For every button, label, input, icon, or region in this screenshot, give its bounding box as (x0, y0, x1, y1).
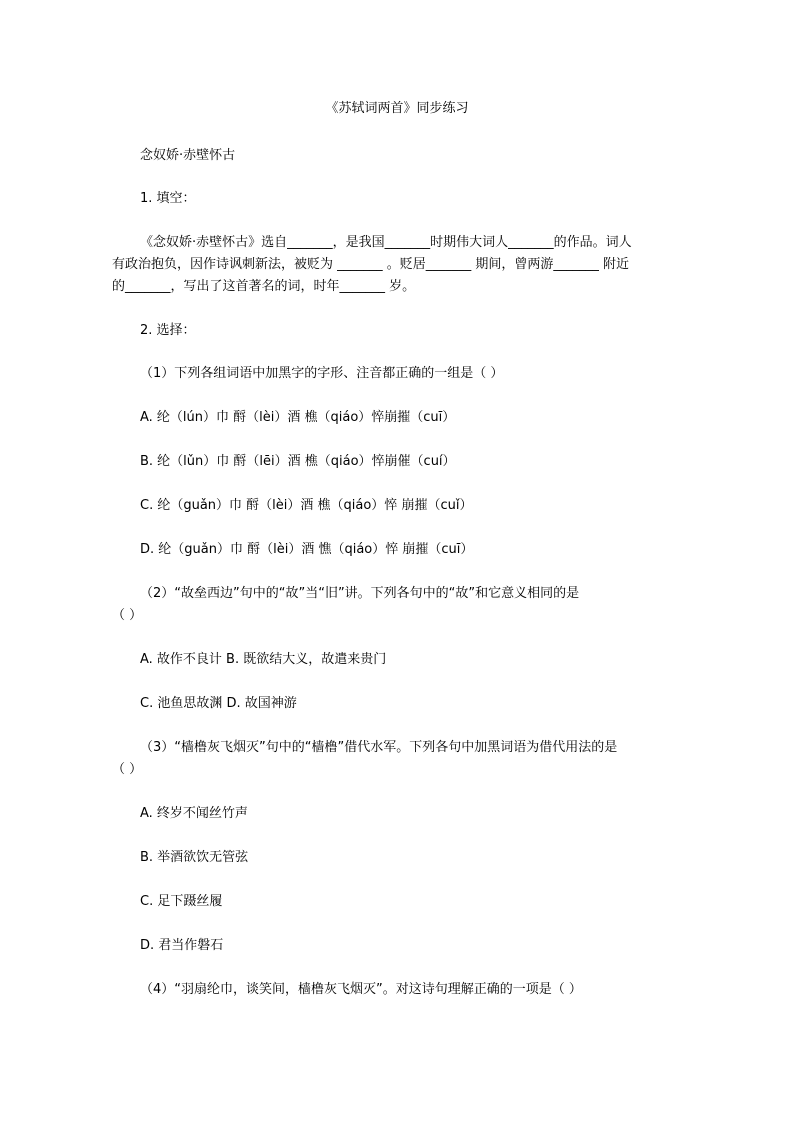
q2-4-stem: （4）“羽扇纶巾，谈笑间，樯橹灰飞烟灭”。对这诗句理解正确的一项是（ ） (140, 982, 582, 997)
q2-3-option-a: A. 终岁不闻丝竹声 (140, 806, 248, 821)
q2-1-option-c: C. 纶（guǎn）巾 酹（lèi）酒 樵（qiáo）悴 崩摧（cuǐ） (140, 498, 473, 513)
q2-2-options-ab: A. 故作不良计 B. 既欲结大义，故遣来贵门 (140, 652, 387, 667)
q2-1-option-a: A. 纶（lún）巾 酹（lèi）酒 樵（qiáo）悴崩摧（cuī） (140, 410, 456, 425)
poem-subtitle: 念奴娇·赤壁怀古 (140, 148, 236, 163)
q2-1-option-d: D. 纶（guǎn）巾 酹（lèi）酒 憔（qiáo）悴 崩摧（cuī） (140, 542, 474, 557)
q1-line-2: 有政治抱负，因作诗讽刺新法，被贬为 _______ 。贬居_______ 期间，曾两游_______ 附近 (112, 257, 630, 272)
q2-heading: 2. 选择： (140, 323, 196, 338)
q2-2-stem-paren: （ ） (112, 608, 143, 623)
q2-1-option-b: B. 纶（lǔn）巾 酹（lēi）酒 樵（qiáo）悴崩催（cuí） (140, 454, 456, 469)
q2-3-stem: （3）“樯橹灰飞烟灭”句中的“樯橹”借代水军。下列各句中加黑词语为借代用法的是 (140, 740, 618, 755)
q2-3-option-c: C. 足下蹑丝履 (140, 894, 223, 909)
q1-line-1: 《念奴娇·赤壁怀古》选自_______，是我国_______时期伟大词人_______的作品。词人 (140, 235, 632, 250)
q2-2-stem: （2）“故垒西边”句中的“故”当“旧”讲。下列各句中的“故”和它意义相同的是 (140, 586, 580, 601)
q2-3-option-d: D. 君当作磐石 (140, 938, 224, 953)
q2-3-option-b: B. 举酒欲饮无管弦 (140, 850, 249, 865)
q2-1-stem: （1）下列各组词语中加黑字的字形、注音都正确的一组是（ ） (140, 366, 504, 381)
q2-2-options-cd: C. 池鱼思故渊 D. 故国神游 (140, 696, 297, 711)
page-title: 《苏轼词两首》同步练习 (325, 101, 469, 116)
q1-line-3: 的_______，写出了这首著名的词，时年_______ 岁。 (112, 279, 416, 294)
q2-3-stem-paren: （ ） (112, 762, 143, 777)
q1-heading: 1. 填空： (140, 191, 196, 206)
